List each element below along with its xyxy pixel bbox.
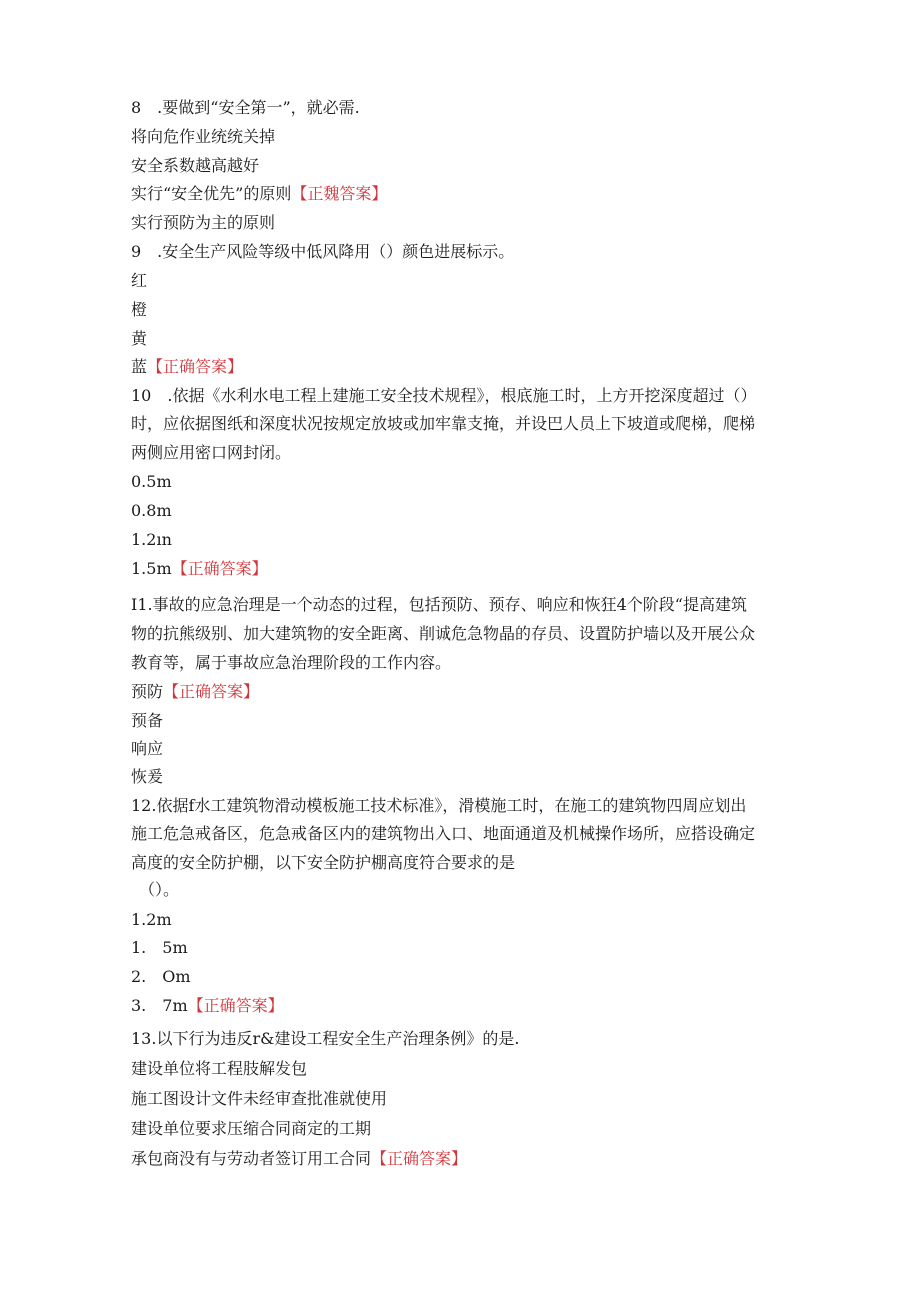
q12-answer-tag: 【正确答案】: [187, 996, 284, 1015]
q12-option-b: 1. 5m: [131, 938, 188, 957]
q9-option-c: 黄: [131, 329, 148, 348]
q10-option-c: 1.2ın: [131, 530, 172, 549]
q13-option-d-text: 承包商没有与劳动者签订用工合同: [131, 1149, 372, 1168]
q11-stem-line-3: 教育等，属于事故应急治理阶段的工作内容。: [131, 653, 452, 672]
q10-option-d-text: 1.5m: [131, 559, 172, 578]
q13-option-c: 建设单位要求压缩合同商定的工期: [131, 1119, 372, 1138]
q11-option-c: 响应: [131, 739, 164, 758]
q12-option-c: 2. Om: [131, 967, 191, 986]
q13-answer-tag: 【正确答案】: [371, 1149, 468, 1168]
q11-option-a-text: 预防: [131, 682, 164, 701]
q8-option-a: 将向危作业统统关掉: [131, 127, 276, 146]
q11-stem-line-1: I1.事故的应急治理是一个动态的过程，包括预防、预存、响应和恢狂4个阶段“提高建筑: [131, 595, 747, 614]
q11-option-d: 恢爰: [131, 767, 164, 786]
q9-option-d-text: 蓝: [131, 357, 148, 376]
q11-answer-tag: 【正确答案】: [163, 682, 260, 701]
q11-option-b: 预备: [131, 711, 164, 730]
q12-option-d-text: 3. 7m: [131, 996, 188, 1015]
q9-answer-tag: 【正确答案】: [147, 357, 244, 376]
q8-option-c: [131, 184, 387, 204]
q8-option-d: 实行预防为主的原则: [131, 213, 276, 232]
q10-stem-line-3: 两侧应用密口网封闭。: [131, 443, 292, 462]
q10-answer-tag: 【正确答案】: [171, 559, 268, 578]
q11-stem-line-2: 物的抗熊级别、加大建筑物的安全距离、削诚危急物晶的存员、设置防护墙以及开展公众: [131, 624, 756, 643]
q9-option-d: [131, 357, 243, 377]
q10-option-b: 0.8m: [131, 501, 172, 520]
q12-stem-line-3: 高度的安全防护棚，以下安全防护棚高度符合要求的是: [131, 853, 516, 872]
q12-stem-line-2: 施工危急戒备区，危急戒备区内的建筑物出入口、地面通道及机械操作场所，应搭设确定: [131, 824, 756, 843]
q9-stem: 9 .安全生产风险等级中低风降用（）颜色进展标示。: [131, 242, 515, 261]
q8-option-c-text: 实行“安全优先”的原则: [131, 184, 292, 203]
q8-stem: 8 .要做到“安全第一”，就必需.: [131, 98, 360, 117]
q10-stem-line-2: 时，应依据图纸和深度状况按规定放坡或加牢靠支掩，并设巴人员上下坡道或爬梯，爬梯: [131, 414, 756, 433]
q9-option-b: 橙: [131, 300, 148, 319]
q10-stem-line-1: 10 .依据《水利水电工程上建施工安全技术规程》，根底施工时，上方开挖深度超过（）: [131, 386, 757, 405]
q9-option-a: 红: [131, 271, 148, 290]
q13-option-b: 施工图设计文件未经审查批准就使用: [131, 1089, 388, 1108]
q13-stem: 13.以下行为违反r&建设工程安全生产治理条例》的是.: [131, 1029, 520, 1048]
q10-option-d: [131, 559, 268, 579]
q12-stem-line-1: 12.依据f水工建筑物滑动模板施工技术标准》，滑模施工时，在施工的建筑物四周应划出: [131, 796, 747, 815]
q12-option-d: [131, 996, 284, 1016]
q13-option-d: [131, 1149, 467, 1169]
q8-option-b: 安全系数越高越好: [131, 156, 260, 175]
q10-option-a: 0.5m: [131, 472, 172, 491]
q12-stem-line-4: （）。: [139, 880, 180, 899]
q12-option-a: 1.2m: [131, 910, 172, 929]
q11-option-a: [131, 682, 259, 702]
q8-answer-tag: 【正魏答案】: [291, 184, 388, 203]
q13-option-a: 建设单位将工程肢解发包: [131, 1059, 308, 1078]
